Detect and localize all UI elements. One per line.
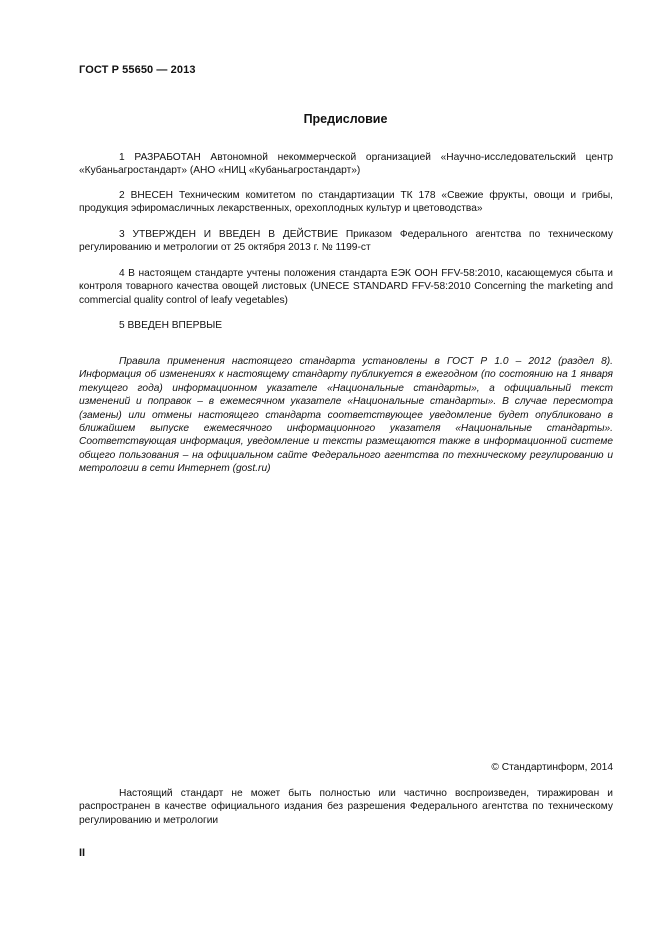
document-code: ГОСТ Р 55650 — 2013 bbox=[79, 64, 196, 76]
notice-text: Правила применения настоящего стандарта установлены в ГОСТ Р 1.0 – 2012 (раздел 8). Информация об изменениях к настоящему стандарту публикуется в ежегодном (по состоянию на 1 января текущего года) информационном указателе «Национальные стандарты», а официальный текст изменений и поправок – в ежемесячном указателе «Национальные стандарты». В случае пересмотра (замены) или отмены настоящего стандарта соответствующее уведомление будет опубликовано в ближайшем выпуске ежемесячного информационного указателя «Национальные стандарты». Соответствующая информация, уведомление и тексты размещаются также в информационной системе общего пользования – на официальном сайте Федерального агентства по техническому регулированию и метрологии в сети Интернет (gost.ru) bbox=[79, 356, 613, 475]
foreword-item-text: 5 ВВЕДЕН ВПЕРВЫЕ bbox=[119, 320, 223, 331]
foreword-item-text: 3 УТВЕРЖДЕН И ВВЕДЕН В ДЕЙСТВИЕ Приказом Федерального агентства по техническому регулированию и метрологии от 25 октября 2013 г. № 1199-ст bbox=[79, 229, 613, 254]
foreword-item-text: 4 В настоящем стандарте учтены положения стандарта ЕЭК ООН FFV-58:2010, касающемуся сбыта и контроля товарного качества овощей листовых (UNECE STANDARD FFV-58:2010 Concerning the marketing and commercial quality control of leafy vegetables) bbox=[79, 268, 613, 306]
foreword-item-3 bbox=[79, 228, 613, 255]
page-title: Предисловие bbox=[303, 112, 388, 126]
foreword-item-text: 1 РАЗРАБОТАН Автономной некоммерческой организацией «Научно-исследовательский центр «Кубаньагростандарт» (АНО «НИЦ «Кубаньагростандарт») bbox=[79, 152, 613, 177]
reprint-restriction-notice: Настоящий стандарт не может быть полностью или частично воспроизведен, тиражирован и распространен в качестве официального издания без разрешения Федерального агентства по техническому регулированию и метрологии bbox=[79, 788, 613, 826]
foreword-item-5 bbox=[79, 319, 613, 332]
foreword-item-4 bbox=[79, 267, 613, 307]
page-number: II bbox=[79, 847, 86, 859]
foreword-item-text: 2 ВНЕСЕН Техническим комитетом по стандартизации ТК 178 «Свежие фрукты, овощи и грибы, продукция эфиромасличных лекарственных, орехоплодных культур и цветоводства» bbox=[79, 190, 613, 215]
copyright-notice: © Стандартинформ, 2014 bbox=[491, 762, 613, 773]
foreword-item-1 bbox=[79, 151, 613, 178]
application-rules-notice bbox=[79, 355, 613, 476]
foreword-item-2 bbox=[79, 189, 613, 216]
